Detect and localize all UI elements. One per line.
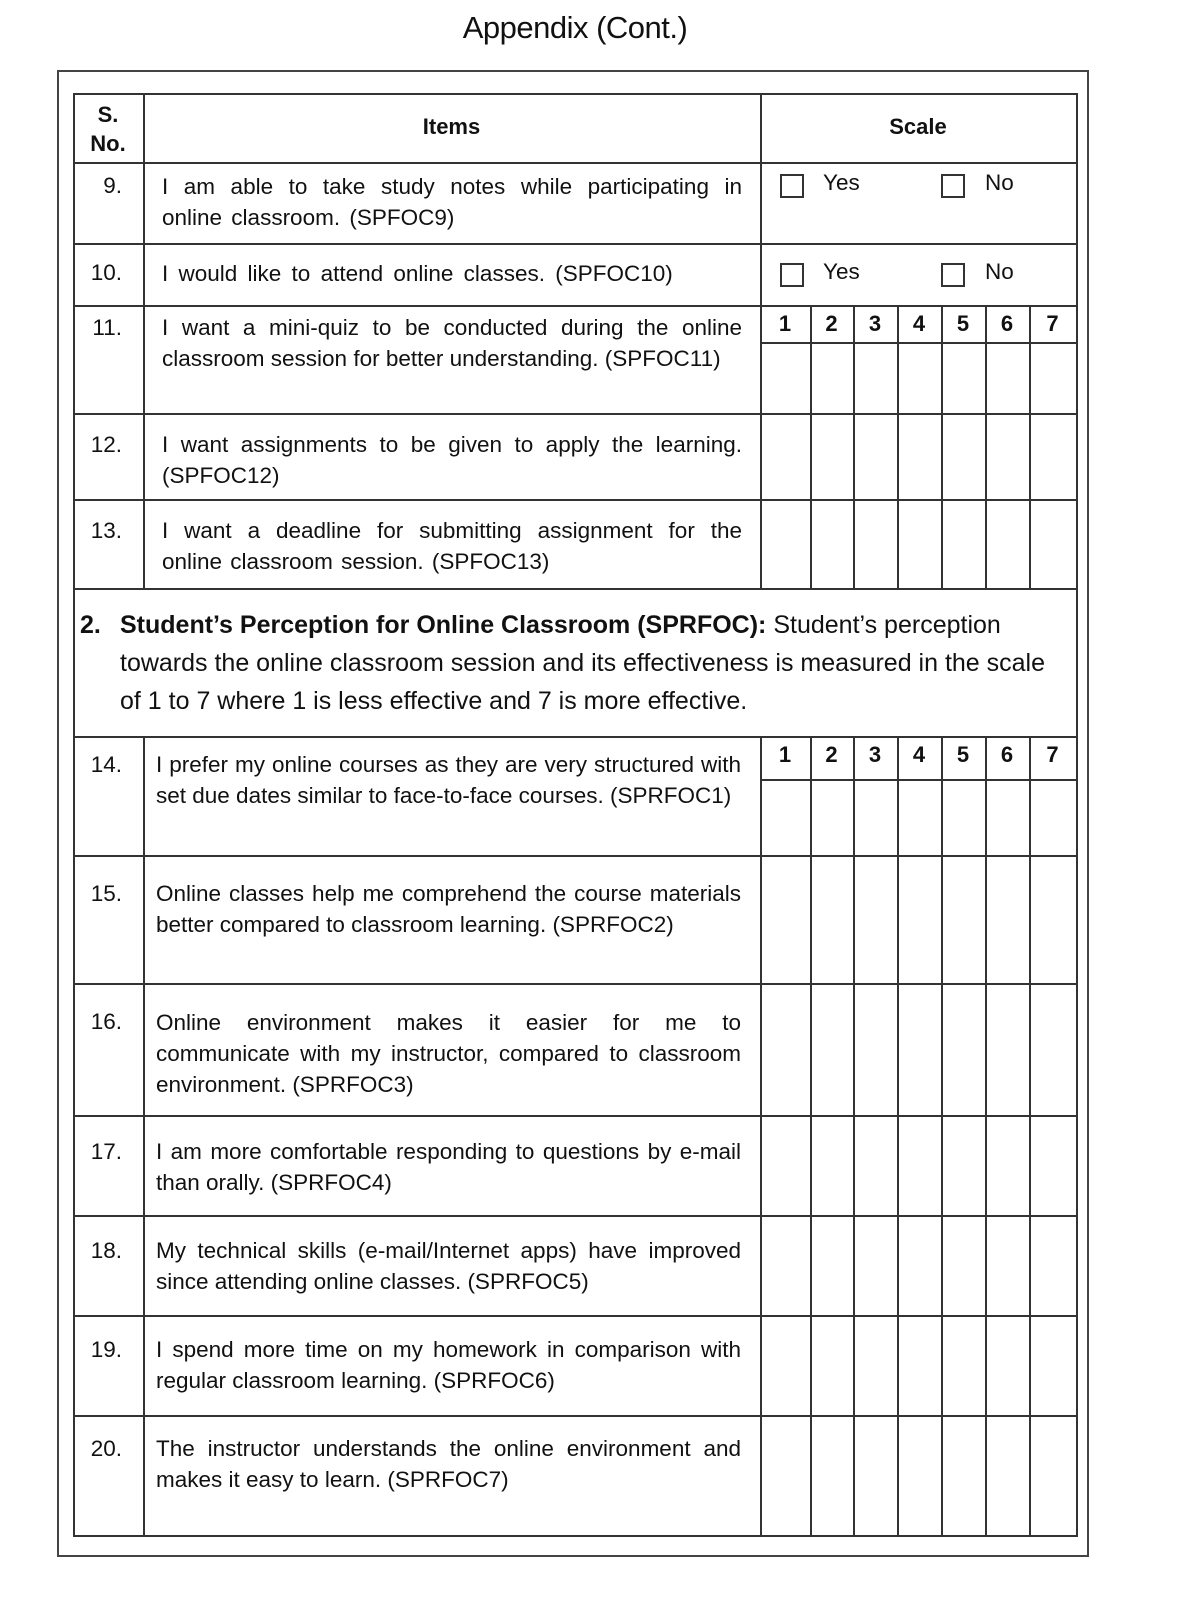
row-16-rating-4[interactable] <box>899 985 941 1115</box>
page-title: Appendix (Cont.) <box>462 10 688 45</box>
row-12-rating-5[interactable] <box>943 415 985 499</box>
row-9-no-label: No <box>985 170 1014 195</box>
row-19-rating-4[interactable] <box>899 1317 941 1415</box>
row-11-item: I want a mini-quiz to be conducted during the online classroom session for better understanding. (SPFOC11) <box>162 315 742 371</box>
scale-header-divider <box>760 779 1078 781</box>
row-13-rating-3[interactable] <box>855 501 897 588</box>
row-9-yes-label: Yes <box>823 170 860 195</box>
row-divider <box>73 1535 1078 1537</box>
section-2-description <box>80 606 1070 720</box>
scale-header-divider <box>760 342 1078 344</box>
scale-header-2: 2 <box>825 742 838 767</box>
section-2-text: Student’s perception towards the online classroom session and its effectiveness is measured in the scale of 1 to 7 where 1 is less effective and 7 is more effective. <box>120 611 1046 715</box>
row-11-rating-6[interactable] <box>987 344 1029 413</box>
row-18-rating-6[interactable] <box>987 1217 1029 1315</box>
row-16-rating-2[interactable] <box>812 985 853 1115</box>
row-15-rating-5[interactable] <box>943 857 985 983</box>
row-12-item: I want assignments to be given to apply the learning. (SPFOC12) <box>162 432 742 488</box>
scale-header-2: 2 <box>825 311 838 336</box>
row-18-rating-3[interactable] <box>855 1217 897 1315</box>
row-19-rating-7[interactable] <box>1031 1317 1076 1415</box>
row-9-no-checkbox[interactable] <box>941 174 965 198</box>
row-16-rating-3[interactable] <box>855 985 897 1115</box>
row-16-sno: 16. <box>90 1009 122 1034</box>
divider <box>73 736 75 1537</box>
row-17-rating-3[interactable] <box>855 1117 897 1215</box>
row-14-sno: 14. <box>90 752 122 777</box>
scale-header-3: 3 <box>868 742 882 767</box>
section-2-number: 2. <box>80 611 101 639</box>
row-13-rating-2[interactable] <box>812 501 853 588</box>
scale-header-1: 1 <box>778 742 792 767</box>
row-19-rating-1[interactable] <box>762 1317 810 1415</box>
row-divider <box>73 588 1078 590</box>
row-17-sno: 17. <box>90 1139 122 1164</box>
row-9-yes-checkbox[interactable] <box>780 174 804 198</box>
row-13-rating-7[interactable] <box>1031 501 1076 588</box>
row-19-item: I spend more time on my homework in comparison with regular classroom learning. (SPRFOC6) <box>156 1337 741 1393</box>
row-11-rating-2[interactable] <box>812 344 853 413</box>
row-14-rating-5[interactable] <box>943 781 985 855</box>
header-sno <box>73 100 143 158</box>
row-13-rating-1[interactable] <box>762 501 810 588</box>
row-15-rating-2[interactable] <box>812 857 853 983</box>
row-11-rating-7[interactable] <box>1031 344 1076 413</box>
row-16-rating-1[interactable] <box>762 985 810 1115</box>
row-divider <box>73 855 1078 857</box>
row-15-item: Online classes help me comprehend the course materials better compared to classroom learning. (SPRFOC2) <box>156 881 741 937</box>
row-20-rating-2[interactable] <box>812 1417 853 1535</box>
row-14-rating-2[interactable] <box>812 781 853 855</box>
row-divider <box>73 413 1078 415</box>
row-18-rating-1[interactable] <box>762 1217 810 1315</box>
row-12-rating-7[interactable] <box>1031 415 1076 499</box>
row-14-rating-7[interactable] <box>1031 781 1076 855</box>
row-17-rating-2[interactable] <box>812 1117 853 1215</box>
scale-col-divider <box>985 305 987 590</box>
row-15-rating-1[interactable] <box>762 857 810 983</box>
row-15-rating-7[interactable] <box>1031 857 1076 983</box>
row-16-rating-7[interactable] <box>1031 985 1076 1115</box>
divider <box>1076 588 1078 738</box>
row-20-rating-4[interactable] <box>899 1417 941 1535</box>
scale-header-5: 5 <box>956 742 970 767</box>
divider <box>760 736 762 1537</box>
scale-header-7: 7 <box>1046 742 1059 767</box>
row-14-rating-4[interactable] <box>899 781 941 855</box>
row-20-rating-7[interactable] <box>1031 1417 1076 1535</box>
header-sno-line1: S. <box>97 102 119 127</box>
scale-header-4: 4 <box>912 311 926 336</box>
scale-col-divider <box>941 305 943 590</box>
row-18-rating-2[interactable] <box>812 1217 853 1315</box>
row-18-item: My technical skills (e-mail/Internet apps) have improved since attending online classes. (SPRFOC5) <box>156 1238 741 1294</box>
row-13-item: I want a deadline for submitting assignment for the online classroom session. (SPFOC13) <box>162 518 742 574</box>
row-10-yes-checkbox[interactable] <box>780 263 804 287</box>
row-11-rating-3[interactable] <box>855 344 897 413</box>
divider <box>73 93 75 590</box>
row-10-yes-label: Yes <box>823 259 860 284</box>
row-18-sno: 18. <box>90 1238 122 1263</box>
header-sno-line2: No. <box>90 131 126 156</box>
divider <box>73 588 75 738</box>
scale-col-divider <box>985 736 987 1537</box>
scale-col-divider <box>810 736 812 1537</box>
row-17-rating-5[interactable] <box>943 1117 985 1215</box>
row-9-item: I am able to take study notes while participating in online classroom. (SPFOC9) <box>162 174 742 230</box>
row-17-rating-6[interactable] <box>987 1117 1029 1215</box>
row-13-sno: 13. <box>90 518 122 543</box>
row-18-rating-7[interactable] <box>1031 1217 1076 1315</box>
row-12-rating-4[interactable] <box>899 415 941 499</box>
scale-header-7: 7 <box>1046 311 1059 336</box>
row-divider <box>73 1315 1078 1317</box>
scale-col-divider <box>853 736 855 1537</box>
row-divider <box>73 1115 1078 1117</box>
row-19-rating-5[interactable] <box>943 1317 985 1415</box>
row-15-rating-6[interactable] <box>987 857 1029 983</box>
divider <box>143 93 145 590</box>
header-items: Items <box>422 114 481 139</box>
divider <box>143 736 145 1537</box>
row-12-rating-1[interactable] <box>762 415 810 499</box>
row-divider <box>73 736 1078 738</box>
row-14-rating-6[interactable] <box>987 781 1029 855</box>
row-20-rating-5[interactable] <box>943 1417 985 1535</box>
row-10-item: I would like to attend online classes. (SPFOC10) <box>162 261 673 286</box>
row-18-rating-4[interactable] <box>899 1217 941 1315</box>
row-12-rating-6[interactable] <box>987 415 1029 499</box>
row-16-rating-5[interactable] <box>943 985 985 1115</box>
row-10-no-checkbox[interactable] <box>941 263 965 287</box>
row-20-item: The instructor understands the online environment and makes it easy to learn. (SPRFOC7) <box>156 1436 741 1492</box>
row-9-sno: 9. <box>103 173 122 198</box>
row-11-sno: 11. <box>92 315 122 340</box>
row-10-no-label: No <box>985 259 1014 284</box>
row-divider <box>73 983 1078 985</box>
section-2-heading: Student’s Perception for Online Classroom (SPRFOC): <box>120 611 767 639</box>
row-20-rating-6[interactable] <box>987 1417 1029 1535</box>
scale-col-divider <box>1029 305 1031 590</box>
scale-header-4: 4 <box>912 742 926 767</box>
scale-col-divider <box>810 305 812 590</box>
scale-col-divider <box>853 305 855 590</box>
row-14-rating-1[interactable] <box>762 781 810 855</box>
row-20-rating-1[interactable] <box>762 1417 810 1535</box>
row-18-rating-5[interactable] <box>943 1217 985 1315</box>
row-11-rating-5[interactable] <box>943 344 985 413</box>
row-11-rating-4[interactable] <box>899 344 941 413</box>
scale-header-6: 6 <box>1000 742 1014 767</box>
row-12-sno: 12. <box>90 432 122 457</box>
row-divider <box>73 162 1078 164</box>
row-19-rating-3[interactable] <box>855 1317 897 1415</box>
header-scale: Scale <box>889 114 947 139</box>
row-16-item: Online environment makes it easier for me to communicate with my instructor, compared to classroom environment. (SPRFOC3) <box>156 1010 741 1097</box>
row-17-item: I am more comfortable responding to questions by e-mail than orally. (SPRFOC4) <box>156 1139 741 1195</box>
row-12-rating-2[interactable] <box>812 415 853 499</box>
scale-col-divider <box>897 736 899 1537</box>
scale-col-divider <box>1029 736 1031 1537</box>
row-14-item: I prefer my online courses as they are very structured with set due dates similar to face-to-face courses. (SPRFOC1) <box>156 752 741 808</box>
row-19-rating-6[interactable] <box>987 1317 1029 1415</box>
row-14-rating-3[interactable] <box>855 781 897 855</box>
row-13-rating-5[interactable] <box>943 501 985 588</box>
scale-col-divider <box>941 736 943 1537</box>
row-15-rating-4[interactable] <box>899 857 941 983</box>
row-divider <box>73 499 1078 501</box>
row-16-rating-6[interactable] <box>987 985 1029 1115</box>
row-12-rating-3[interactable] <box>855 415 897 499</box>
scale-col-divider <box>897 305 899 590</box>
row-divider <box>73 93 1078 95</box>
scale-header-5: 5 <box>956 311 970 336</box>
scale-header-1: 1 <box>778 311 792 336</box>
row-17-rating-4[interactable] <box>899 1117 941 1215</box>
row-19-rating-2[interactable] <box>812 1317 853 1415</box>
row-13-rating-4[interactable] <box>899 501 941 588</box>
row-15-rating-3[interactable] <box>855 857 897 983</box>
row-divider <box>73 1415 1078 1417</box>
scale-header-3: 3 <box>868 311 882 336</box>
row-divider <box>73 1215 1078 1217</box>
row-13-rating-6[interactable] <box>987 501 1029 588</box>
row-15-sno: 15. <box>90 881 122 906</box>
row-20-rating-3[interactable] <box>855 1417 897 1535</box>
row-20-sno: 20. <box>90 1436 122 1461</box>
row-11-rating-1[interactable] <box>762 344 810 413</box>
row-17-rating-7[interactable] <box>1031 1117 1076 1215</box>
row-17-rating-1[interactable] <box>762 1117 810 1215</box>
row-divider <box>73 243 1078 245</box>
scale-header-6: 6 <box>1000 311 1014 336</box>
divider <box>1076 736 1078 1537</box>
row-19-sno: 19. <box>90 1337 122 1362</box>
row-10-sno: 10. <box>90 260 122 285</box>
row-divider <box>73 305 1078 307</box>
